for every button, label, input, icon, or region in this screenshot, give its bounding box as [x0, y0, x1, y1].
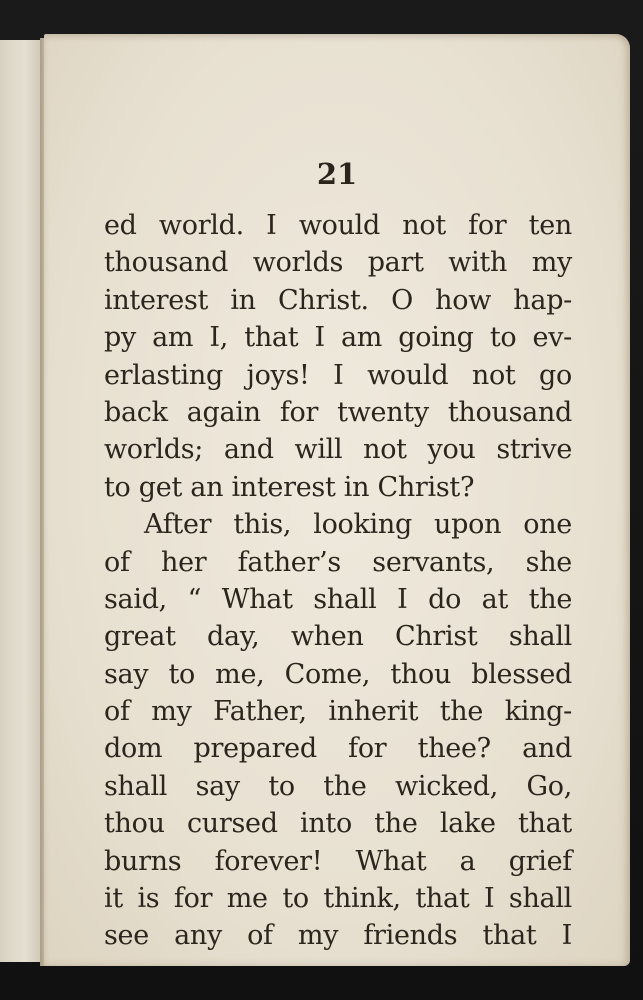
page-text	[104, 207, 572, 955]
text-line: dom prepared for thee? and	[104, 733, 572, 765]
text-line: ed world. I would not for ten	[104, 210, 572, 241]
text-line: said, “ What shall I do at the	[104, 583, 572, 615]
page-number: 21	[316, 157, 358, 191]
text-line: of her father’s servants, she	[104, 546, 572, 578]
book-page	[44, 34, 630, 966]
text-line: thousand worlds part with my	[104, 247, 572, 279]
text-line: thou cursed into the lake that	[104, 808, 572, 840]
text-line: shall say to the wicked, Go,	[104, 770, 572, 802]
text-line: to get an interest in Christ?	[104, 471, 475, 503]
text-line: erlasting joys! I would not go	[104, 359, 572, 391]
text-line: worlds; and will not you strive	[104, 434, 572, 466]
text-line: see any of my friends that I	[104, 920, 572, 952]
left-page-edge	[0, 40, 43, 962]
text-line: great day, when Christ shall	[104, 621, 572, 653]
text-line: say to me, Come, thou blessed	[104, 658, 572, 690]
text-line: burns forever! What a grief	[104, 845, 572, 877]
text-line: After this, looking upon one	[144, 509, 572, 541]
text-line: of my Father, inherit the king-	[104, 696, 572, 728]
text-line: interest in Christ. O how hap-	[104, 284, 572, 316]
text-line: py am I, that I am going to ev-	[104, 322, 572, 354]
text-line: it is for me to think, that I shall	[104, 883, 572, 915]
text-line: back again for twenty thousand	[104, 396, 572, 428]
